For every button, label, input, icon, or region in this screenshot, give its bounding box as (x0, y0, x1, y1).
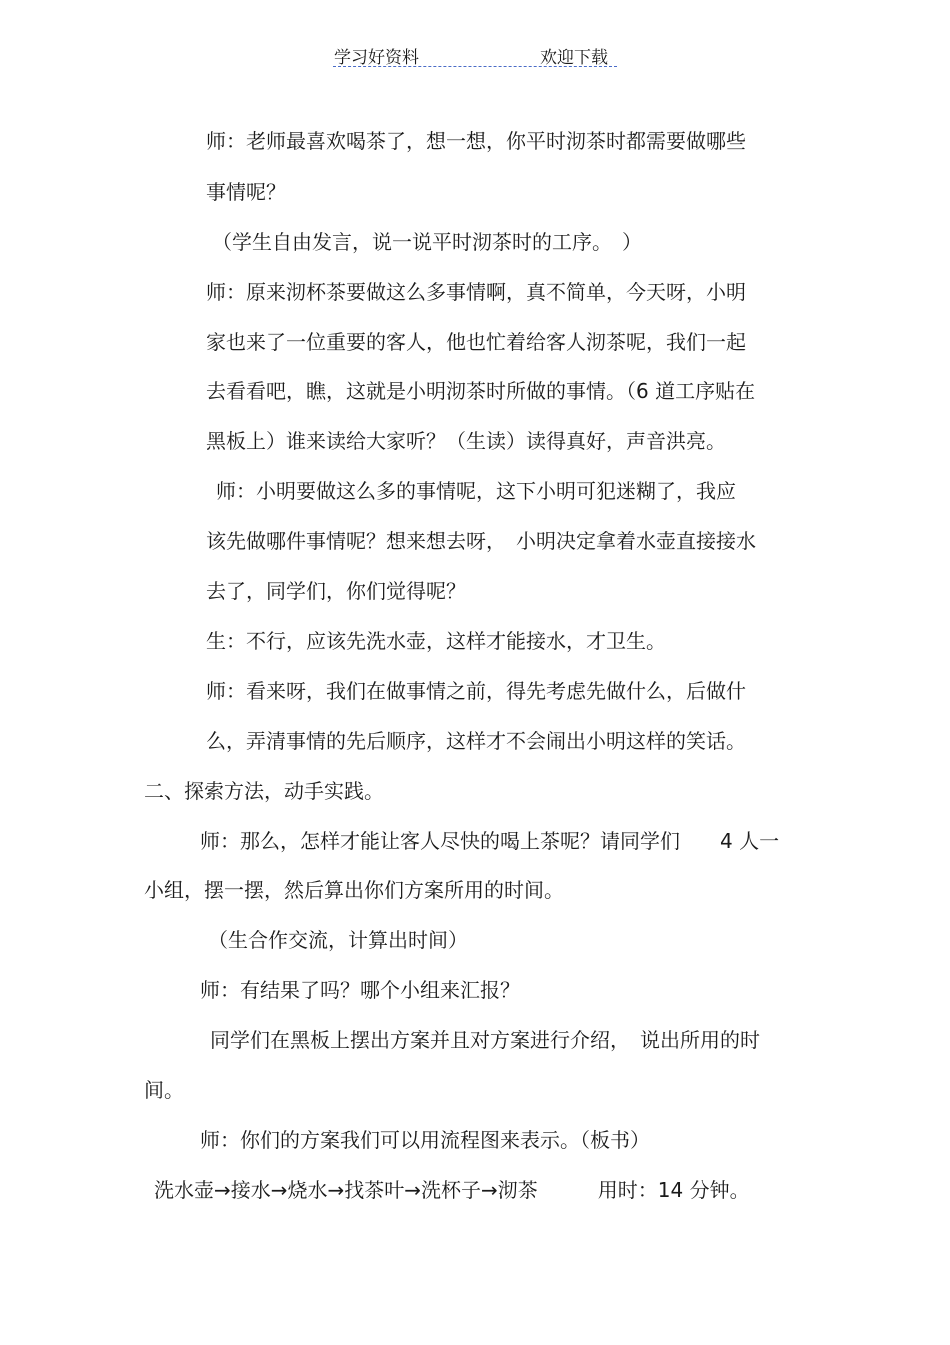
paragraph-line: 黑板上）谁来读给大家听？（生读）读得真好，声音洪亮。 (206, 429, 726, 453)
page-header (333, 40, 617, 67)
paragraph-line: 么，弄清事情的先后顺序，这样才不会闹出小明这样的笑话。 (206, 729, 746, 753)
paragraph-line: 师：小明要做这么多的事情呢，这下小明可犯迷糊了，我应 (216, 479, 736, 503)
paragraph-line: 去了，同学们，你们觉得呢？ (206, 579, 466, 603)
paragraph-line: （学生自由发言，说一说平时沏茶时的工序。 ） (212, 230, 642, 254)
paragraph-line: 生：不行，应该先洗水壶，这样才能接水，才卫生。 (206, 629, 666, 653)
paragraph-line: 去看看吧，瞧，这就是小明沏茶时所做的事情。（6 道工序贴在 (206, 379, 756, 403)
section-heading: 二、探索方法，动手实践。 (144, 779, 384, 803)
paragraph-line: 同学们在黑板上摆出方案并且对方案进行介绍， 说出所用的时 (210, 1028, 760, 1052)
flowchart-line: 洗水壶→接水→烧水→找茶叶→洗杯子→沏茶 用时：14 分钟。 (154, 1178, 750, 1202)
paragraph-line: 事情呢？ (206, 180, 286, 204)
header-left-text: 学习好资料 (334, 48, 419, 68)
paragraph-line: 师：老师最喜欢喝茶了，想一想，你平时沏茶时都需要做哪些 (206, 129, 746, 153)
paragraph-line: 师：有结果了吗？哪个小组来汇报？ (200, 978, 520, 1002)
paragraph-line: 师：原来沏杯茶要做这么多事情啊，真不简单，今天呀，小明 (206, 280, 746, 304)
header-right-text: 欢迎下载 (540, 48, 608, 68)
paragraph-line: 小组，摆一摆，然后算出你们方案所用的时间。 (144, 878, 564, 902)
paragraph-line: 师：看来呀，我们在做事情之前，得先考虑先做什么，后做什 (206, 679, 746, 703)
paragraph-line: （生合作交流，计算出时间） (208, 928, 468, 952)
paragraph-line: 师：那么，怎样才能让客人尽快的喝上茶呢？请同学们 4 人一 (200, 829, 780, 853)
paragraph-line: 家也来了一位重要的客人，他也忙着给客人沏茶呢，我们一起 (206, 330, 746, 354)
paragraph-line: 间。 (144, 1078, 184, 1102)
paragraph-line: 师：你们的方案我们可以用流程图来表示。（板书） (200, 1128, 650, 1152)
paragraph-line: 该先做哪件事情呢？想来想去呀， 小明决定拿着水壶直接接水 (206, 529, 756, 553)
